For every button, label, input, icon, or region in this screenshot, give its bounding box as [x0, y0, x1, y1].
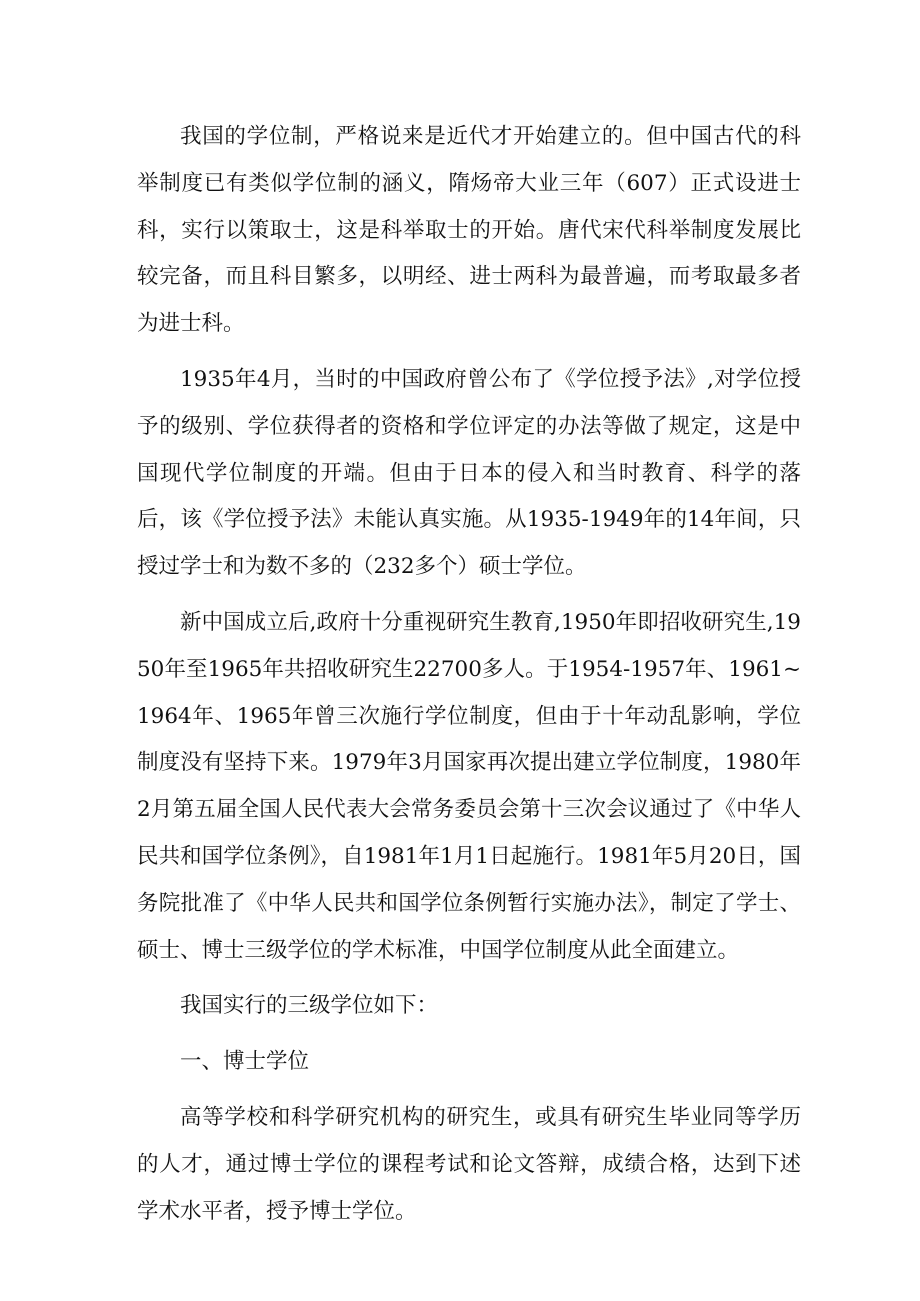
paragraph-keju-history: 我国的学位制，严格说来是近代才开始建立的。但中国古代的科举制度已有类似学位制的涵义，隋炀帝大业三年（607）正式设进士科，实行以策取士，这是科举取士的开始。唐代宋代科举制度发展比较完备，而且科目繁多，以明经、进士两科为最普遍，而考取最多者为进士科。: [137, 124, 801, 337]
section-heading-doctorate: 一、博士学位: [180, 1049, 310, 1075]
paragraph-doctorate-requirements: 高等学校和科学研究机构的研究生，或具有研究生毕业同等学历的人才，通过博士学位的课程考试和论文答辩，成绩合格，达到下述学术水平者，授予博士学位。: [137, 1104, 801, 1224]
paragraph-new-china-degree-system: 新中国成立后,政府十分重视研究生教育,1950年即招收研究生,1950年至1965年共招收研究生22700多人。于1954-1957年、1961~1964年、1965年曾三次施行学位制度，但由于十年动乱影响，学位制度没有坚持下来。1979年3月国家再次提出建立学位制度，1980年2月第五届全国人民代表大会常务委员会第十三次会议通过了《中华人民共和国学位条例》，自1981年1月1日起施行。1981年5月20日，国务院批准了《中华人民共和国学位条例暂行实施办法》，制定了学士、硕士、博士三级学位的学术标准，中国学位制度从此全面建立。: [137, 609, 801, 963]
paragraph-1935-degree-law: 1935年4月，当时的中国政府曾公布了《学位授予法》,对学位授予的级别、学位获得者的资格和学位评定的办法等做了规定，这是中国现代学位制度的开端。但由于日本的侵入和当时教育、科学的落后，该《学位授予法》未能认真实施。从1935-1949年的14年间，只授过学士和为数不多的（232多个）硕士学位。: [137, 366, 801, 580]
document-body: [137, 114, 801, 1244]
paragraph-three-levels-intro: 我国实行的三级学位如下：: [180, 993, 439, 1019]
